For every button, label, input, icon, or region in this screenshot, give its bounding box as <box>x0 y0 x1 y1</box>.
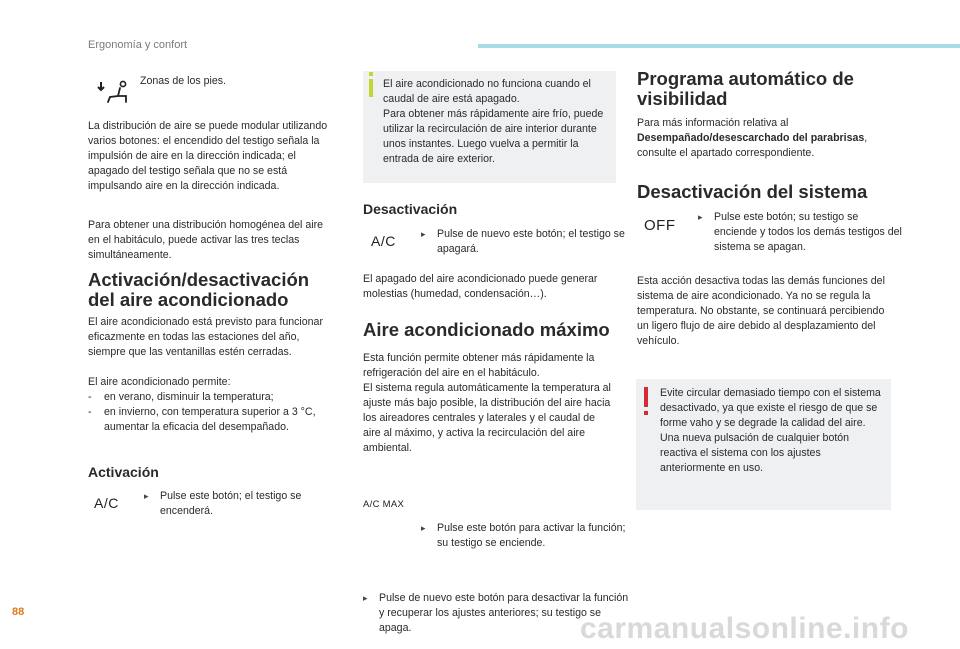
max-deactivation-instruction: ▸ Pulse de nuevo este botón para desactivar la función y recuperar los ajustes anteriores; su testigo se apaga. <box>363 591 633 636</box>
warning-text: Evite circular demasiado tiempo con el sistema desactivado, ya que existe el riesgo de que se forme vaho y se degrade la calidad del aire. Una nueva pulsación de cualquier botón reactiva el sistema con los ajustes anteriormente en uso. <box>660 387 881 474</box>
info-icon <box>369 79 373 97</box>
column-2 <box>363 0 629 634</box>
list-item: - en invierno, con temperatura superior a 3 °C, aumentar la eficacia del desempañado. <box>88 405 336 435</box>
max-activation-instruction: ▸ Pulse este botón para activar la función; su testigo se enciende. <box>421 521 627 551</box>
deactivation-instruction: ▸ Pulse de nuevo este botón; el testigo se apagará. <box>421 227 627 257</box>
ac-permits-label: El aire acondicionado permite: <box>88 376 231 388</box>
visibility-heading: Programa automático de visibilidad <box>637 68 854 109</box>
page-number: 88 <box>12 606 25 618</box>
ac-benefits-list <box>88 390 336 435</box>
max-ac-heading: Aire acondicionado máximo <box>363 319 610 340</box>
visibility-paragraph <box>637 116 887 161</box>
off-button-icon: OFF <box>644 217 676 234</box>
visibility-text-post: , consulte el apartado correspondiente. <box>637 132 868 159</box>
section-header: Ergonomía y confort <box>88 39 188 51</box>
ac-button-icon: A/C <box>371 233 396 249</box>
system-paragraph: Esta acción desactiva todas las demás funciones del sistema de aire acondicionado. Ya no se regula la temperatura. No obstante, se continuará percibiendo un ligero flujo de aire debido al desplazamiento del vehículo. <box>637 275 885 347</box>
visibility-text-bold: Desempañado/desescarchado del parabrisas <box>637 132 865 144</box>
ac-intro-paragraph: El aire acondicionado está previsto para funcionar eficazmente en todas las estaciones del año, siempre que las ventanillas estén cerradas. <box>88 316 323 358</box>
deactivation-note: El apagado del aire acondicionado puede generar molestias (humedad, condensación…). <box>363 273 598 300</box>
activation-heading: Activación/desactivación del aire acondicionado <box>88 269 310 310</box>
warning-icon <box>644 387 648 407</box>
homogeneous-paragraph: Para obtener una distribución homogénea del aire en el habitáculo, puede activar las tres teclas simultáneamente. <box>88 219 323 261</box>
column-3 <box>637 0 902 474</box>
feet-zone-label: Zonas de los pies. <box>140 75 226 87</box>
visibility-text-pre: Para más información relativa al <box>637 117 789 129</box>
watermark: carmanualsonline.info <box>580 612 909 645</box>
ac-max-button-icon: A/C MAX <box>363 499 405 510</box>
list-item: - en verano, disminuir la temperatura; <box>88 390 336 405</box>
warning-box <box>636 379 891 510</box>
deactivation-heading: Desactivación <box>363 201 458 217</box>
info-text: El aire acondicionado no funciona cuando el caudal de aire está apagado. Para obtener más rápidamente aire frío, puede utilizar la recirculación de aire interior durante unos instantes. Luego vuelva a permitir la entrada de aire exterior. <box>383 78 604 165</box>
activation-instruction: ▸ Pulse este botón; el testigo se encenderá. <box>144 489 350 519</box>
activacion-heading: Activación <box>88 464 159 480</box>
max-ac-paragraph: Esta función permite obtener más rápidamente la refrigeración del aire en el habitáculo. El sistema regula automáticamente la temperatura al ajuste más bajo posible, la distribución del aire hacia los aireadores centrales y laterales y el caudal de aire al máximo, y activa la recirculación del aire ambiental. <box>363 352 611 454</box>
ac-button-icon: A/C <box>94 495 119 511</box>
system-deactivation-heading: Desactivación del sistema <box>637 181 868 202</box>
off-instruction: ▸ Pulse este botón; su testigo se enciende y todos los demás testigos del sistema se apagan. <box>698 210 904 255</box>
distribution-paragraph: La distribución de aire se puede modular utilizando varios botones: el encendido del testigo señala la impulsión de aire en la dirección indicada; el apagado del testigo señala que no se está impulsando aire en la dirección indicada. <box>88 120 328 192</box>
info-box <box>363 71 616 183</box>
feet-airflow-icon <box>96 80 132 106</box>
